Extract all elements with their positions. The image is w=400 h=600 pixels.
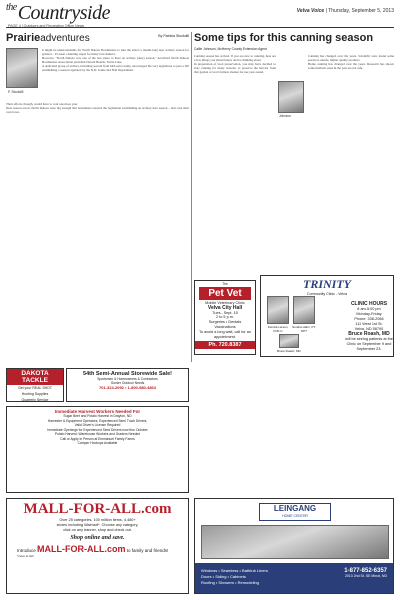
article-paragraph: Canning season has arrived. If you are new to canning, here are a few things you should know and be thinking about. bbox=[194, 54, 276, 63]
article-title-main: Prairie bbox=[6, 32, 41, 44]
harvest-workers-ad[interactable] bbox=[6, 406, 189, 493]
ad-prefix: The bbox=[222, 282, 228, 286]
ad-heading: TRINITY bbox=[303, 277, 351, 291]
article-byline: By Patricia Stockdill bbox=[158, 34, 189, 38]
ad-phone-number: 1-877-852-6357 bbox=[344, 568, 387, 574]
article-title-sub: adventures bbox=[40, 33, 90, 44]
ad-line: click on any banner, shop and check out. bbox=[63, 528, 132, 532]
ad-line: Surgeries • Dentals bbox=[208, 320, 242, 325]
ad-intro-brand: MALL-FOR-ALL.com bbox=[37, 544, 126, 554]
ad-line: Harvester & Equipment Operators, Experienced Semi Truck Drivers, bbox=[47, 418, 148, 423]
article-paragraph: Deer season across North Dakota were big enough that lawmakers enacted the legislation establishing an archery deer season – turn own their own bows. bbox=[6, 106, 189, 115]
ad-intro-suffix: to family and friends! bbox=[126, 548, 169, 553]
services-row: Windows • Seamless • Bathtub Liners bbox=[201, 568, 268, 573]
clinic-info bbox=[345, 302, 393, 352]
dakota-tackle-ad[interactable] bbox=[6, 368, 64, 402]
ad-heading: 54th Semi-Annual Storewide Sale! bbox=[83, 371, 172, 377]
ad-line: To avoid a long wait, call for an appointment. bbox=[199, 329, 251, 339]
ad-phone: 701-324-2092 • 1-800-980-4863 bbox=[99, 385, 156, 391]
column-divider bbox=[191, 32, 192, 362]
masthead bbox=[6, 2, 394, 28]
ad-line: Hunting Supplies bbox=[21, 392, 49, 396]
clinic-line: CLINIC HOURS bbox=[350, 301, 388, 307]
pet-vet-ad[interactable] bbox=[194, 280, 256, 355]
section-logo-title: Countryside bbox=[17, 2, 110, 24]
doctor-name: Sondra Hahn, PT, DPT bbox=[292, 325, 316, 333]
ad-phone: Ph. 720.8387 bbox=[195, 341, 255, 349]
services-row: Doors • Siding • Cabinets bbox=[201, 574, 246, 579]
ad-heading: Immediate Harvest Workers Needed For bbox=[54, 409, 141, 414]
section-logo-prefix: the bbox=[6, 2, 17, 13]
trinity-clinic-ad[interactable] bbox=[260, 275, 394, 357]
article-paragraph: Their efforts, though, would have to wait one more year. bbox=[6, 102, 78, 106]
ad-line: Over 25 categories, 100 million items, 4,480+ bbox=[59, 518, 136, 522]
leingang-home-center-ad[interactable] bbox=[194, 498, 394, 594]
ad-line: Gorder Outdoor Needs bbox=[110, 381, 145, 386]
author-photo bbox=[6, 48, 38, 88]
ad-heading: DAKOTA TACKLE bbox=[7, 369, 63, 385]
publication-name: Velva Voice bbox=[296, 8, 325, 14]
doctor-name: Bruce Roash, MD bbox=[277, 349, 301, 353]
ad-line: Mobile Veterinary Clinic bbox=[205, 301, 245, 305]
canning-tips-article bbox=[194, 32, 394, 118]
leingang-logo-name: LEINGANG bbox=[273, 504, 317, 513]
ad-phone bbox=[344, 568, 387, 578]
ad-line: Immediate Openings for Experienced Semi Drivers now thru October bbox=[47, 427, 148, 432]
services-row: Roofing • Showers • Remodeling bbox=[201, 580, 259, 585]
ad-line: Vaccinations bbox=[214, 324, 236, 329]
publication-line bbox=[297, 8, 394, 14]
ad-line: Get your REAL SHOT bbox=[17, 386, 53, 390]
clinic-line: Velva, ND 58790 bbox=[354, 327, 384, 331]
clinic-line: 8 am-5:00 pm bbox=[357, 307, 381, 311]
doctor-name: Kendra Larson, FNP-C bbox=[267, 325, 289, 333]
ad-line: Velva City Hall bbox=[207, 304, 243, 311]
ad-heading: MALL-FOR-ALL.com bbox=[23, 501, 172, 517]
article-paragraph: It might be understandable for North Dakota Bowhunters to take the state's a month-long deer archery season for granted – it's been a hunting staple for many bow hunters. bbox=[42, 48, 189, 57]
doctor-photo bbox=[293, 296, 315, 324]
ad-line: stores including Walmart*. Choose any category, bbox=[56, 523, 139, 527]
clinic-line: Monday-Friday bbox=[356, 312, 382, 316]
page-info: PAGE 4 | Outdoors and Recreation Office News bbox=[8, 24, 85, 28]
section-logo bbox=[6, 2, 110, 25]
article-paragraph: In preparation of food preservation, you may have decided to start canning for many reasons: to preserve the harvest from that garden or local farmers market for use year-round. bbox=[194, 62, 276, 75]
author-photo bbox=[278, 81, 304, 113]
services-list bbox=[201, 568, 321, 586]
leingang-logo bbox=[259, 503, 331, 521]
ad-line: 2 to 5 p.m. bbox=[216, 315, 234, 320]
ad-footnote: *more to list! bbox=[17, 554, 34, 558]
ad-line: Sugar Beet and Potato Harvest in Drayton, ND bbox=[63, 414, 132, 418]
ad-line: Tues., Sept. 15 bbox=[212, 310, 238, 315]
ad-intro-prefix: Introduce bbox=[17, 548, 36, 553]
ad-intro bbox=[7, 544, 188, 554]
article-title: Some tips for this canning season bbox=[194, 32, 374, 44]
clinic-line: Phone: 338-2066 bbox=[354, 317, 384, 321]
article-byline: Callie Johnson, McHenry County Extension Agent bbox=[194, 47, 267, 51]
ad-line: Valid Driver's License Required bbox=[74, 423, 121, 427]
ad-line: Potato Harvest: Warehouse Workers and Graders Needed bbox=[54, 432, 141, 436]
services-band bbox=[195, 563, 393, 593]
article-paragraph: Home canning has changed over the years. Research has shown some methods used in the past are not safe. bbox=[308, 62, 394, 71]
article-paragraph: A dedicated group of archers, including several from McLean County, encouraged the very legislature to pass a bill establishing a season regulated by the N.D. Game and Fish Department. bbox=[42, 64, 189, 73]
ad-subheading: Community Clinic - Velva bbox=[307, 292, 347, 296]
doctor-photo bbox=[279, 334, 299, 348]
ad-tagline: Shop online and save. bbox=[70, 535, 125, 541]
author-photo-caption: P. Stockdill bbox=[8, 90, 24, 94]
ad-line: Sportsmen & Homeowners & Contractors bbox=[97, 377, 158, 381]
publication-date: | Thursday, September 5, 2013 bbox=[325, 8, 394, 14]
ad-line: Quarterly Service bbox=[21, 398, 49, 402]
ad-line: Call or Apply in Person at Emmanuel Family Farms bbox=[60, 436, 135, 441]
product-photos bbox=[201, 525, 389, 559]
author-photo-caption: Johnson bbox=[279, 114, 292, 118]
article-paragraph: Canning has changed over the years. Scientific tests found some practices unsafe, higher quality products. bbox=[308, 54, 394, 63]
ad-address: 2013 2nd St. SE Minot, ND bbox=[344, 574, 387, 578]
pet-vet-logo: Pet Vet bbox=[199, 287, 251, 300]
clinic-line: will be seeing patients at the Clinic on September 9 and September 23. bbox=[345, 337, 393, 351]
ad-line: Camper Hookups Available bbox=[77, 441, 118, 445]
storewide-sale-ad[interactable] bbox=[66, 368, 189, 402]
clinic-line: Bruce Roash, MD bbox=[348, 331, 390, 337]
clinic-line: 111 West 1st St. bbox=[355, 322, 383, 326]
prairie-adventures-article bbox=[6, 32, 189, 115]
doctor-photo bbox=[267, 296, 289, 324]
mall-for-all-ad[interactable] bbox=[6, 498, 189, 594]
article-paragraph: However, "North Dakota was one of the last states to have an archery (deer) season," described North Dakota Bowhunters Association president Darrell Bekele. Turtle Lake. bbox=[42, 56, 189, 65]
leingang-logo-sub: HOME CENTER bbox=[282, 514, 308, 518]
